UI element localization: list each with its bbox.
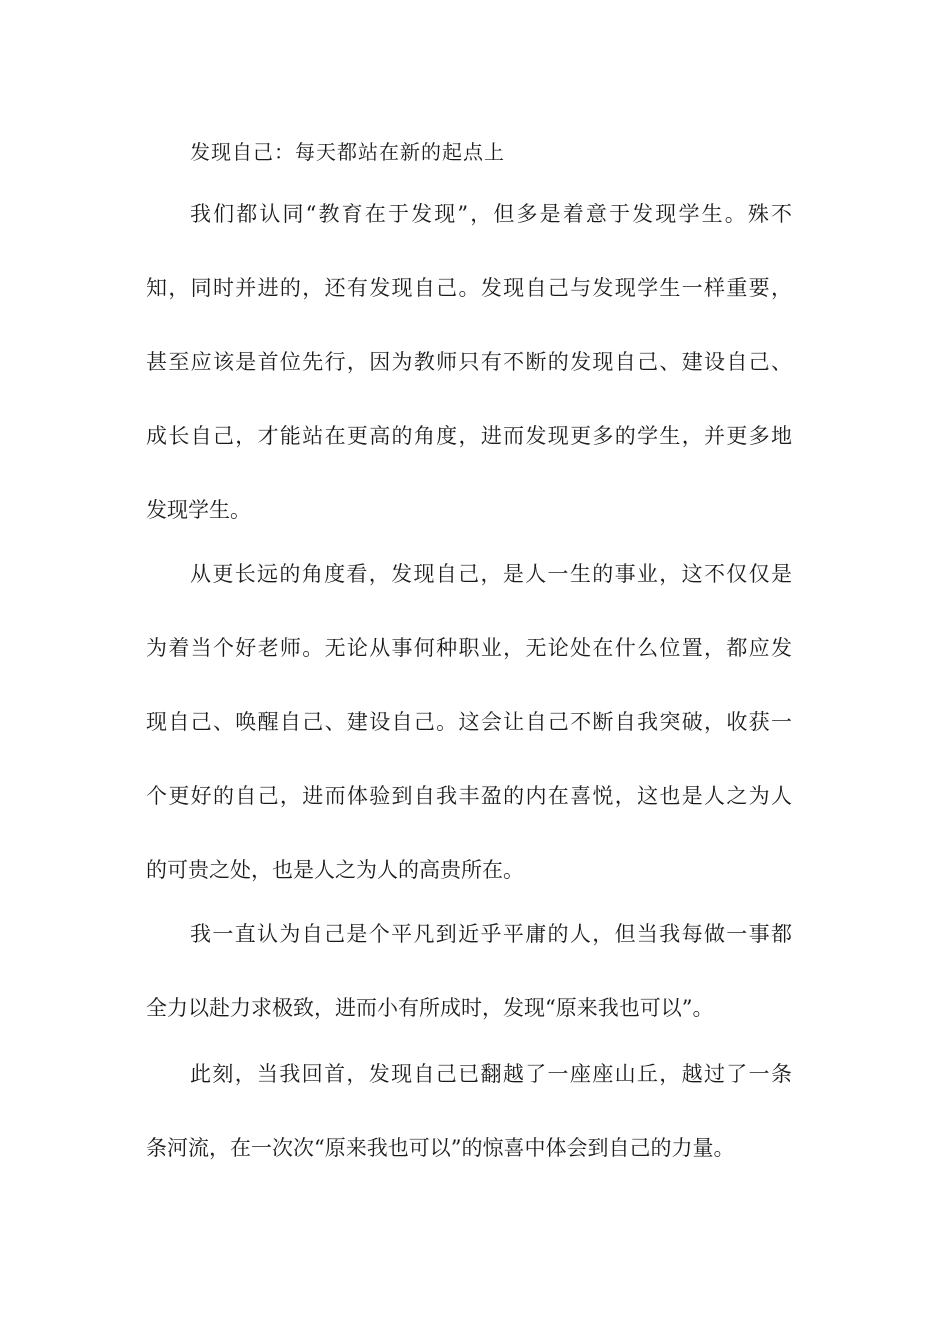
paragraph-line: 发现学生。 bbox=[146, 498, 251, 522]
paragraph-line: 全力以赴力求极致，进而小有所成时，发现“原来我也可以”。 bbox=[146, 996, 714, 1020]
paragraph-line: 我们都认同“教育在于发现”，但多是着意于发现学生。殊不 bbox=[190, 202, 792, 226]
paragraph-line: 成长自己，才能站在更高的角度，进而发现更多的学生，并更多地 bbox=[146, 424, 792, 448]
paragraph-line: 甚至应该是首位先行，因为教师只有不断的发现自己、建设自己、 bbox=[146, 350, 792, 374]
paragraph-line: 知，同时并进的，还有发现自己。发现自己与发现学生一样重要， bbox=[146, 276, 792, 300]
paragraph-line: 条河流，在一次次“原来我也可以”的惊喜中体会到自己的力量。 bbox=[146, 1136, 735, 1160]
document-title: 发现自己：每天都站在新的起点上 bbox=[190, 140, 505, 164]
paragraph-line: 个更好的自己，进而体验到自我丰盈的内在喜悦，这也是人之为人 bbox=[146, 784, 792, 808]
paragraph-line: 的可贵之处，也是人之为人的高贵所在。 bbox=[146, 858, 524, 882]
paragraph-line: 从更长远的角度看，发现自己，是人一生的事业，这不仅仅是 bbox=[190, 562, 792, 586]
paragraph-line: 现自己、唤醒自己、建设自己。这会让自己不断自我突破，收获一 bbox=[146, 710, 792, 734]
paragraph-line: 此刻，当我回首，发现自己已翻越了一座座山丘，越过了一条 bbox=[190, 1062, 792, 1086]
paragraph-line: 为着当个好老师。无论从事何种职业，无论处在什么位置，都应发 bbox=[146, 636, 792, 660]
paragraph-line: 我一直认为自己是个平凡到近乎平庸的人，但当我每做一事都 bbox=[190, 922, 792, 946]
